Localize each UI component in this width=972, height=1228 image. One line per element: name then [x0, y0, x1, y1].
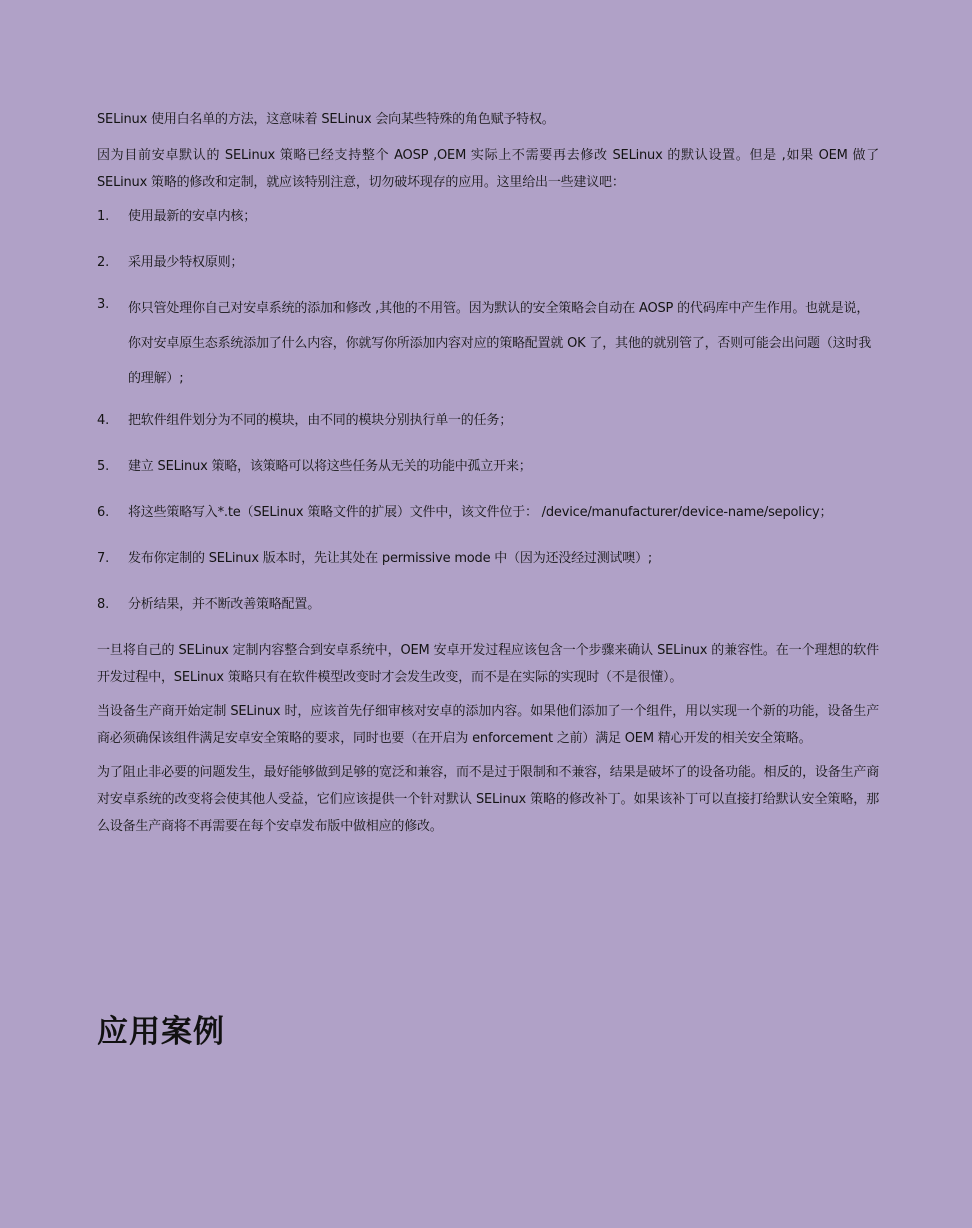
list-item-number: 2.: [97, 255, 110, 270]
list-item-text: 你只管处理你自己对安卓系统的添加和修改 ,其他的不用管。因为默认的安全策略会自动在 AOSP 的代码库中产生作用。也就是说，你对安卓原生态系统添加了什么内容，你就写你所添加内容对应的策略配置就 OK 了，其他的就别管了，否则可能会出问题（这时我的理解）;: [128, 301, 872, 386]
list-item-text: 将这些策略写入*.te（SELinux 策略文件的扩展）文件中，该文件位于： /device/manufacturer/device-name/sepolicy；: [128, 505, 833, 520]
list-item-number: 6.: [97, 505, 110, 520]
section-heading: 应用案例: [97, 1014, 225, 1050]
list-item-number: 5.: [97, 459, 110, 474]
list-item-number: 1.: [97, 209, 110, 224]
oem-paragraph: 因为目前安卓默认的 SELinux 策略已经支持整个 AOSP ,OEM 实际上不需要再去修改 SELinux 的默认设置。但是 ,如果 OEM 做了 SELinux 策略的修改和定制，就应该特别注意，切勿破坏现存的应用。这里给出一些建议吧：: [97, 148, 879, 190]
list-item: [97, 591, 879, 618]
list-item-number: 3.: [97, 297, 110, 312]
list-item-text: 采用最少特权原则；: [128, 255, 244, 270]
list-item-text: 建立 SELinux 策略，该策略可以将这些任务从无关的功能中孤立开来；: [128, 459, 532, 474]
list-item-number: 8.: [97, 597, 110, 612]
prevention-paragraph: 为了阻止非必要的问题发生，最好能够做到足够的宽泛和兼容，而不是过于限制和不兼容，结果是破坏了的设备功能。相反的，设备生产商对安卓系统的改变将会使其他人受益，它们应该提供一个针对默认 SELinux 策略的修改补丁。如果该补丁可以直接打给默认安全策略，那么设备生产商将不再需要在每个安卓发布版中做相应的修改。: [97, 765, 879, 834]
intro-paragraph: SELinux 使用白名单的方法，这意味着 SELinux 会向某些特殊的角色赋予特权。: [97, 112, 555, 127]
list-item-text: 把软件组件划分为不同的模块，由不同的模块分别执行单一的任务；: [128, 413, 513, 428]
list-item: [97, 453, 879, 480]
list-item-number: 7.: [97, 551, 110, 566]
list-item-text: 分析结果，并不断改善策略配置。: [128, 597, 321, 612]
list-item-text: 使用最新的安卓内核；: [128, 209, 257, 224]
list-item: [97, 291, 879, 396]
list-item-number: 4.: [97, 413, 110, 428]
list-item: [97, 499, 879, 526]
list-item: [97, 249, 879, 276]
recommendation-list: [97, 203, 879, 618]
integration-paragraph: 一旦将自己的 SELinux 定制内容整合到安卓系统中，OEM 安卓开发过程应该包含一个步骤来确认 SELinux 的兼容性。在一个理想的软件开发过程中，SELinux 策略只有在软件模型改变时才会发生改变，而不是在实际的实现时（不是很懂）。: [97, 643, 879, 685]
list-item-text: 发布你定制的 SELinux 版本时，先让其处在 permissive mode 中（因为还没经过测试噢）;: [128, 551, 653, 566]
list-item: [97, 407, 879, 434]
list-item: [97, 545, 879, 572]
document-body: [97, 108, 879, 847]
list-item: [97, 203, 879, 230]
manufacturer-paragraph: 当设备生产商开始定制 SELinux 时，应该首先仔细审核对安卓的添加内容。如果他们添加了一个组件，用以实现一个新的功能，设备生产商必须确保该组件满足安卓安全策略的要求，同时也要（在开启为 enforcement 之前）满足 OEM 精心开发的相关安全策略。: [97, 704, 879, 746]
